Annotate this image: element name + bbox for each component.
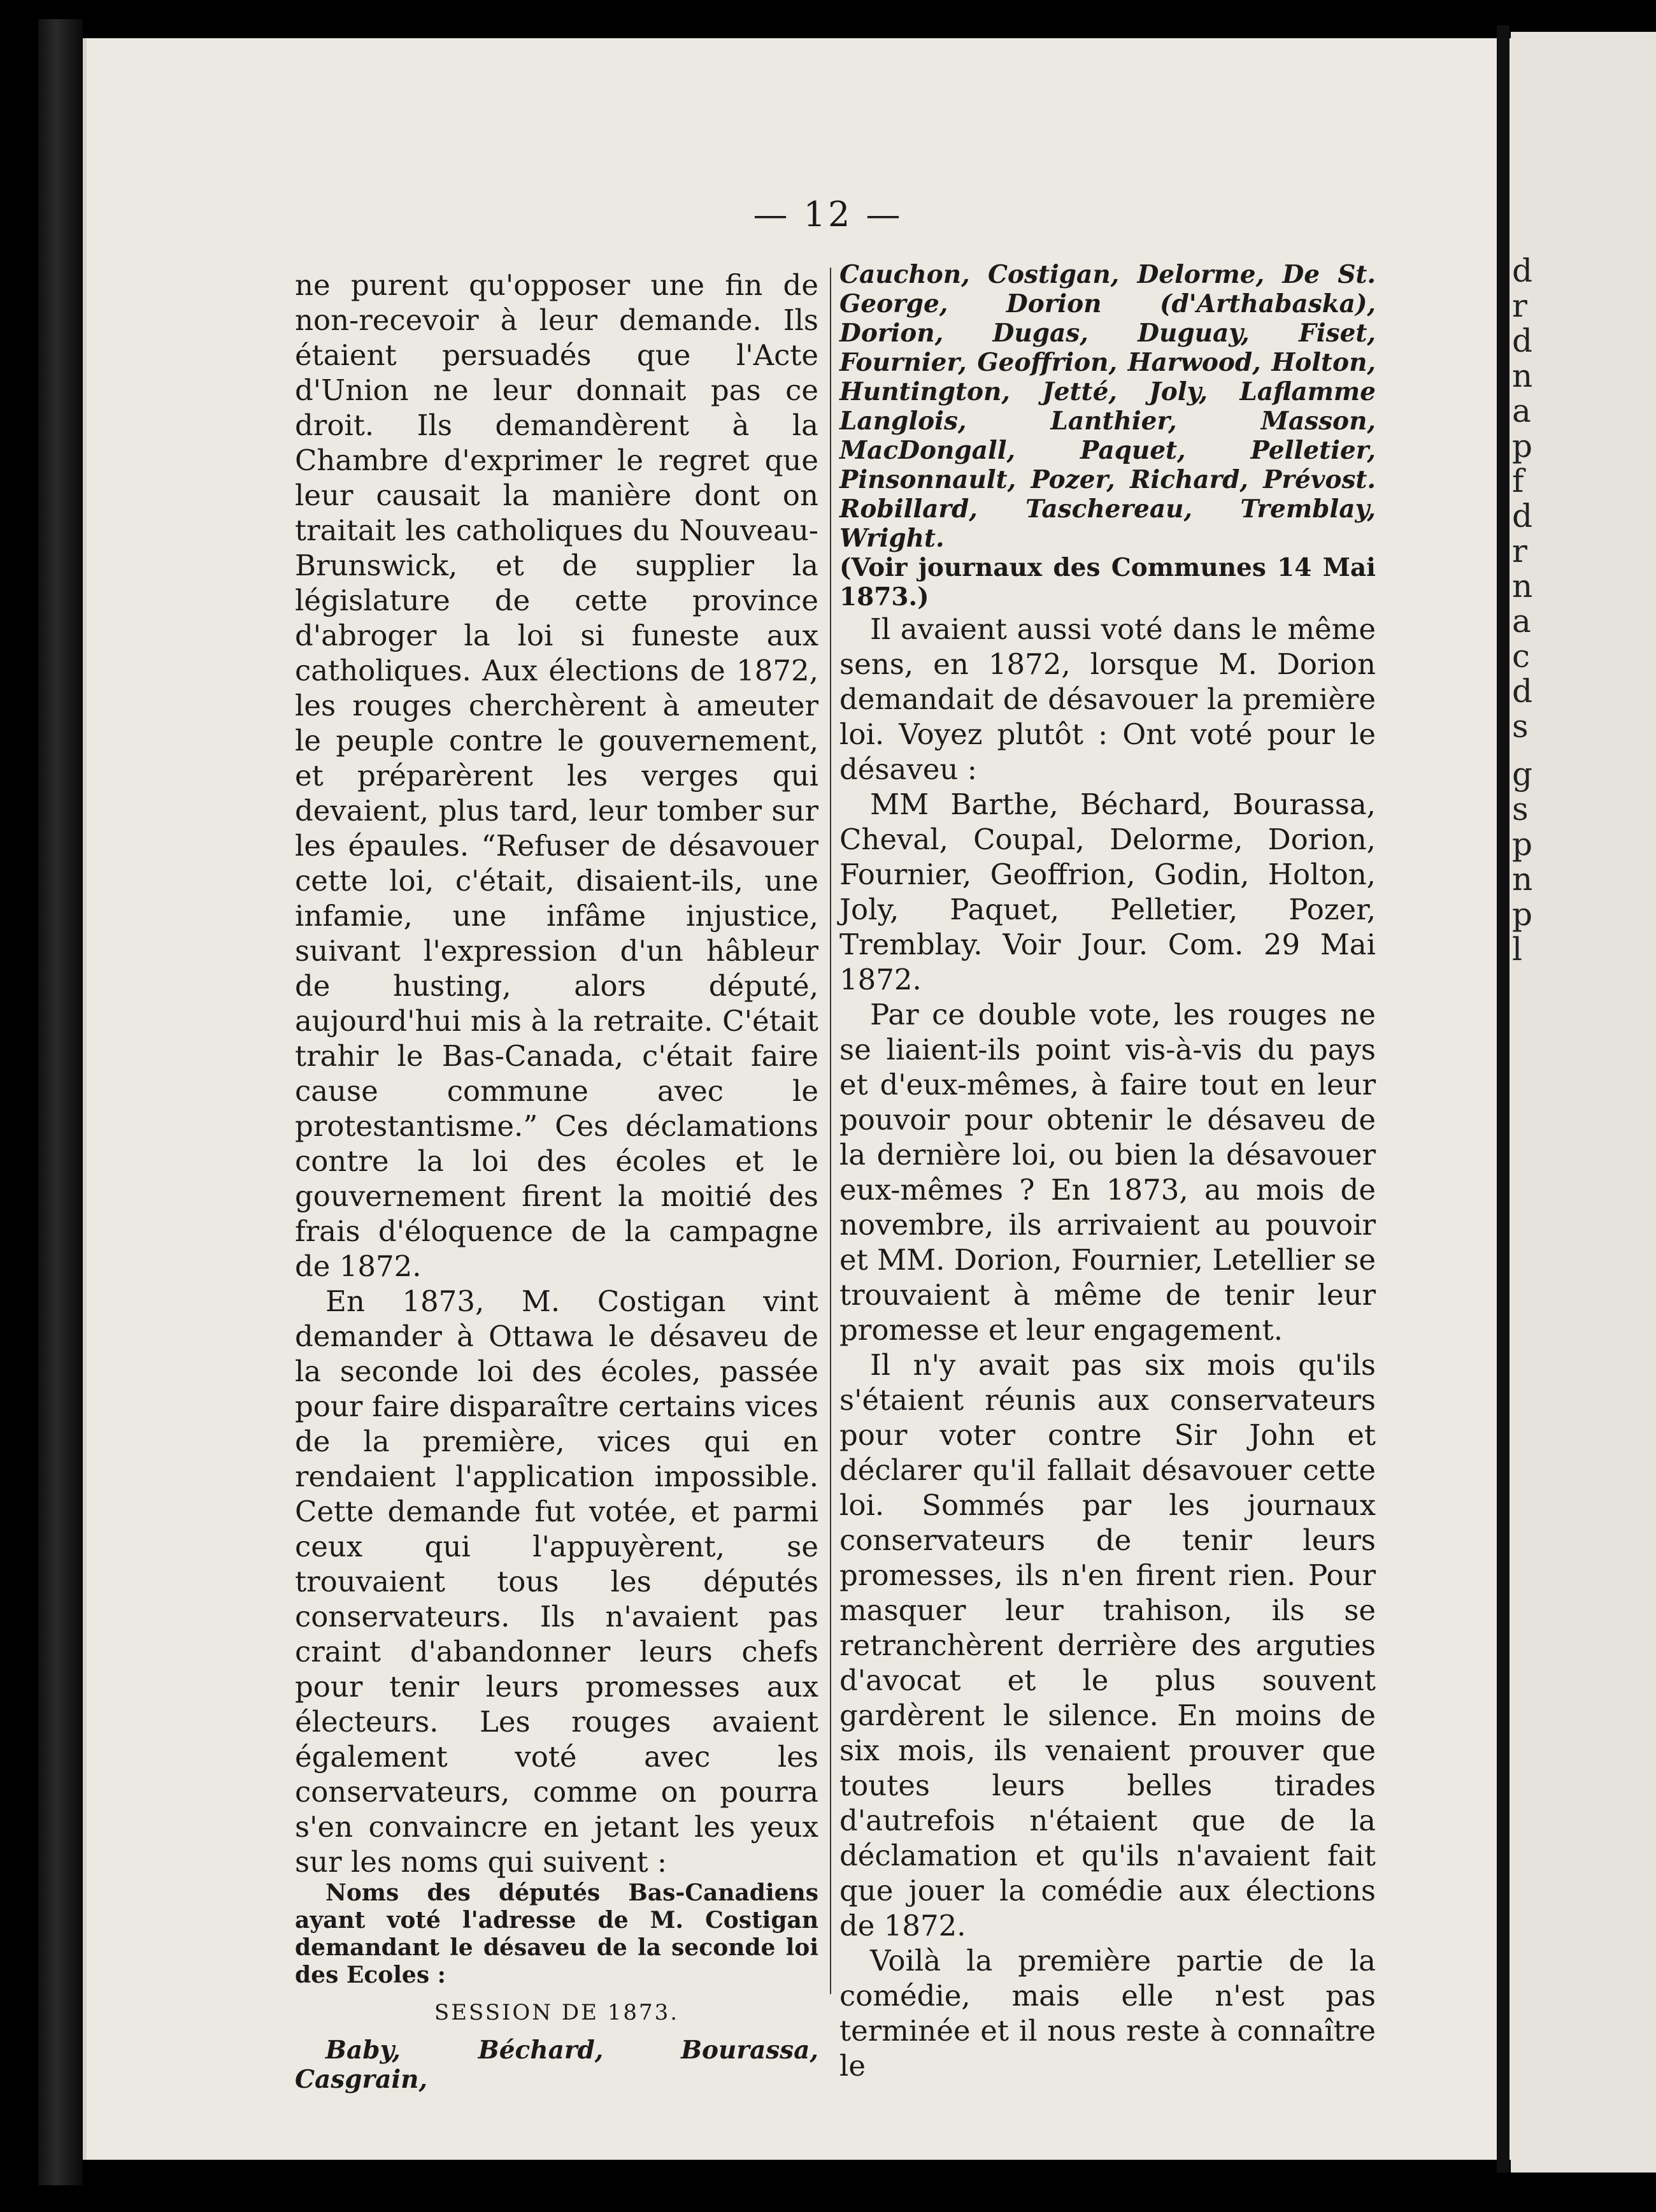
- left-column: [295, 268, 818, 2094]
- adjacent-page-letter: n: [1512, 568, 1533, 605]
- adjacent-page-fragment: [1511, 32, 1656, 2172]
- adjacent-page-letter: g: [1512, 756, 1533, 793]
- paragraph: ne purent qu'opposer une fin de non-recevoir à leur demande. Ils étaient persuadés que l'Acte d'Union ne leur donnait pas ce droit. Ils demandèrent à la Chambre d'exprimer le regret que leur causait la manière dont on traitait les catholiques du Nouveau-Brunswick, et de supplier la législature de cette province d'abroger la loi si funeste aux catholiques. Aux élections de 1872, les rouges cherchèrent à ameuter le peuple contre le gouvernement, et préparèrent les verges qui devaient, plus tard, leur tomber sur les épaules. “Refuser de désavouer cette loi, c'était, disaient-ils, une infamie, une infâme injustice, suivant l'expression d'un hâbleur de husting, alors député, aujourd'hui mis à la retraite. C'était trahir le Bas-Canada, c'était faire cause commune avec le protestantisme.” Ces déclamations contre la loi des écoles et le gouvernement firent la moitié des frais d'éloquence de la campagne de 1872.: [295, 268, 818, 1283]
- paragraph: Voilà la première partie de la comédie, mais elle n'est pas terminée et il nous reste à connaître le: [839, 1944, 1376, 2083]
- adjacent-page-letter: p: [1512, 826, 1533, 863]
- adjacent-page-letter: l: [1512, 931, 1522, 968]
- paragraph: Par ce double vote, les rouges ne se liaient-ils point vis-à-vis du pays et d'eux-mêmes, à faire tout en leur pouvoir pour obtenir le désaveu de la dernière loi, ou bien la désavouer eux-mêmes ? En 1873, au mois de novembre, ils arrivaient au pouvoir et MM. Dorion, Fournier, Letellier se trouvaient à même de tenir leur promesse et leur engagement.: [839, 998, 1376, 1347]
- adjacent-page-letter: d: [1512, 498, 1533, 535]
- page-number: — 12 —: [753, 194, 903, 234]
- adjacent-page-letter: d: [1512, 322, 1533, 359]
- adjacent-page-letter: n: [1512, 357, 1533, 394]
- names-list: Baby, Béchard, Bourassa, Casgrain,: [295, 2036, 818, 2094]
- adjacent-page-letter: d: [1512, 252, 1533, 289]
- paragraph: Il n'y avait pas six mois qu'ils s'étaient réunis aux conservateurs pour voter contre Sir John et déclarer qu'il fallait désavouer cette loi. Sommés par les journaux conservateurs de tenir leurs promesses, ils n'en firent rien. Pour masquer leur trahison, ils se retranchèrent derrière des arguties d'avocat et le plus souvent gardèrent le silence. En moins de six mois, ils venaient prouver que toutes leurs belles tirades d'autrefois n'étaient que de la déclamation et qu'ils n'avaient fait que jouer la comédie aux élections de 1872.: [839, 1348, 1376, 1943]
- adjacent-page-letter: p: [1512, 427, 1533, 464]
- names-list: Cauchon, Costigan, Delorme, De St. George, Dorion (d'Arthabaska), Dorion, Dugas, Duguay, Fiset, Fournier, Geoffrion, Harwood, Holton, Huntington, Jetté, Joly, Laflamme Langlois, Lanthier, Masson, MacDongall, Paquet, Pelletier, Pinsonnault, Pozer, Richard, Prévost. Robillard, Taschereau, Tremblay, Wright.: [839, 260, 1376, 553]
- adjacent-page-letter: a: [1512, 392, 1531, 429]
- adjacent-page-letter: r: [1512, 533, 1527, 570]
- adjacent-page-letter: c: [1512, 638, 1531, 675]
- adjacent-page-letter: s: [1512, 791, 1529, 828]
- adjacent-page-letter: r: [1512, 287, 1527, 324]
- adjacent-page-letter: d: [1512, 673, 1533, 710]
- session-heading: SESSION DE 1873.: [434, 2000, 680, 2025]
- adjacent-page-letter: p: [1512, 896, 1533, 933]
- adjacent-page-letter: n: [1512, 861, 1533, 898]
- adjacent-page-letter: f: [1512, 463, 1524, 499]
- page-gutter: [1497, 25, 1510, 2172]
- column-divider: [830, 268, 831, 1994]
- paragraph: En 1873, M. Costigan vint demander à Ottawa le désaveu de la seconde loi des écoles, passée pour faire disparaître certains vices de la première, vices qui en rendaient l'application impossible. Cette demande fut votée, et parmi ceux qui l'appuyèrent, se trouvaient tous les députés conservateurs. Ils n'avaient pas craint d'abandonner leurs chefs pour tenir leurs promesses aux électeurs. Les rouges avaient également voté avec les conservateurs, comme on pourra s'en convaincre en jetant les yeux sur les noms qui suivent :: [295, 1284, 818, 1879]
- paragraph: MM Barthe, Béchard, Bourassa, Cheval, Coupal, Delorme, Dorion, Fournier, Geoffrion, Godin, Holton, Joly, Paquet, Pelletier, Pozer, Tremblay. Voir Jour. Com. 29 Mai 1872.: [839, 787, 1376, 996]
- binding-shadow: [38, 19, 83, 2185]
- list-heading: Noms des députés Bas-Canadiens ayant voté l'adresse de M. Costigan demandant le désaveu de la seconde loi des Ecoles :: [295, 1879, 818, 1988]
- journal-reference: (Voir journaux des Communes 14 Mai 1873.): [839, 553, 1376, 612]
- paragraph: Il avaient aussi voté dans le même sens, en 1872, lorsque M. Dorion demandait de désavouer la première loi. Voyez plutôt : Ont voté pour le désaveu :: [839, 612, 1376, 786]
- adjacent-page-letter: s: [1512, 708, 1529, 745]
- right-column: [839, 260, 1376, 2083]
- adjacent-page-letter: a: [1512, 603, 1531, 640]
